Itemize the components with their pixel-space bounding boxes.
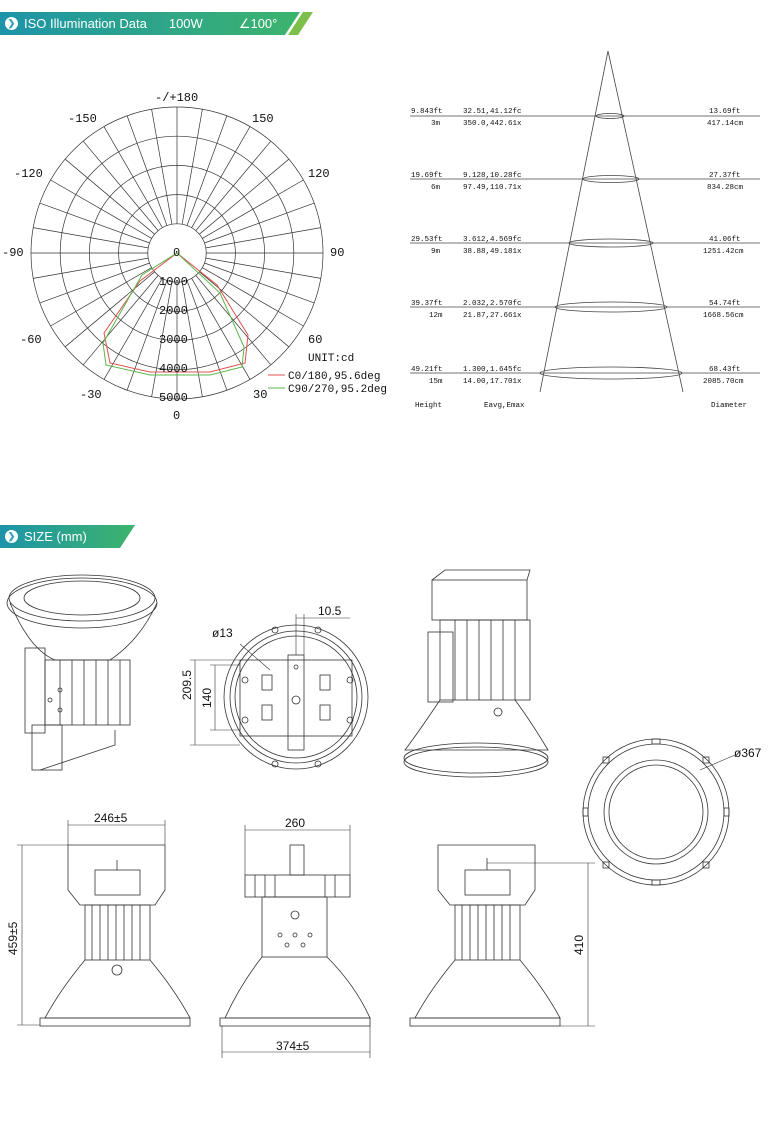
cone-row-1-height-ft: 9.843ft: [411, 108, 443, 116]
polar-spoke: [196, 141, 271, 230]
size-banner-title: SIZE (mm): [24, 529, 87, 544]
angle-label-p150: 150: [252, 112, 274, 126]
angle-label-0: 0: [173, 409, 181, 423]
polar-spoke: [204, 203, 314, 243]
polar-spoke: [40, 263, 150, 303]
cone-row-5-fc: 1.300,1.645fc: [463, 366, 522, 374]
bottom-ring-view: [583, 739, 735, 885]
cone-row-1-diam-ft: 13.69ft: [709, 108, 741, 116]
polar-spoke: [51, 180, 152, 238]
polar-spoke: [196, 275, 271, 364]
cone-row-2-lx: 97.49,110.71x: [463, 184, 522, 192]
angle-label-p30: 30: [253, 388, 268, 402]
iso-view-front-left: [7, 575, 157, 770]
dim-374: 374±5: [276, 1039, 310, 1053]
iso-illumination-banner: [0, 12, 293, 35]
cone-row-5-height-m: 15m: [429, 378, 443, 386]
unit-label: UNIT:cd: [308, 353, 355, 365]
polar-intensity-diagram: [0, 85, 400, 430]
cone-row-5-lx: 14.00,17.701x: [463, 378, 522, 386]
polar-spoke: [202, 268, 303, 326]
side-view-1-dimensions: [17, 820, 165, 1025]
polar-spoke: [104, 127, 162, 228]
polar-spoke: [33, 228, 148, 248]
radial-label-1000: 1000: [159, 275, 188, 289]
polar-spoke: [199, 159, 288, 234]
banner-angle: ∠100°: [238, 15, 278, 31]
cone-row-4-height-m: 12m: [429, 312, 443, 320]
radial-label-5000: 5000: [159, 391, 188, 405]
polar-spoke: [104, 278, 162, 379]
dim-140: 140: [200, 687, 214, 708]
chevron-right-icon: ❯: [5, 17, 18, 30]
cone-row-3-fc: 3.612,4.569fc: [463, 236, 522, 244]
angle-label-180: -/+180: [155, 91, 199, 105]
cone-row-3-diam-cm: 1251.42cm: [703, 248, 744, 256]
radial-label-3000: 3000: [159, 333, 188, 347]
polar-spoke: [127, 116, 167, 226]
cone-row-5-diam-cm: 2085.70cm: [703, 378, 744, 386]
dim-hole-13: ø13: [212, 626, 233, 640]
cone-footer-height: Height: [415, 402, 443, 410]
radial-label-0: 0: [173, 246, 181, 260]
polar-spoke: [40, 203, 150, 243]
chevron-right-icon: ❯: [5, 530, 18, 543]
angle-label-p90: 90: [330, 246, 345, 260]
polar-spoke: [83, 141, 158, 230]
cone-left-edge: [540, 51, 608, 392]
polar-spoke: [182, 109, 202, 224]
legend-c90: C90/270,95.2deg: [288, 384, 388, 396]
angle-label-m90: -90: [2, 246, 24, 260]
cone-illuminance-diagram: [405, 45, 770, 415]
dim-410: 410: [572, 934, 586, 955]
angle-label-m60: -60: [20, 333, 42, 347]
iso-view-back-right: [404, 570, 548, 777]
cone-row-4-diam-ft: 54.74ft: [709, 300, 741, 308]
size-drawings: [0, 560, 770, 1130]
side-view-2-dimensions: [222, 825, 370, 1058]
angle-label-m30: -30: [80, 388, 102, 402]
cone-row-4-diam-cm: 1668.56cm: [703, 312, 744, 320]
cone-row-1-lx: 350.0,442.61x: [463, 120, 522, 128]
size-banner: [0, 525, 87, 548]
polar-spoke: [192, 127, 250, 228]
side-view-1: [40, 845, 190, 1026]
polar-spoke: [204, 263, 314, 303]
cone-row-2-height-ft: 19.69ft: [411, 172, 443, 180]
radial-label-2000: 2000: [159, 304, 188, 318]
cone-row-2-diam-ft: 27.37ft: [709, 172, 741, 180]
angle-label-p120: 120: [308, 167, 330, 181]
cone-row-1-diam-cm: 417.14cm: [707, 120, 744, 128]
angle-label-p60: 60: [308, 333, 323, 347]
polar-spoke: [152, 109, 172, 224]
dim-diameter-367: ø367: [734, 746, 762, 760]
cone-row-4-lx: 21.87,27.661x: [463, 312, 522, 320]
polar-spoke: [206, 258, 321, 278]
polar-spoke: [83, 275, 158, 364]
dim-10-5: 10.5: [318, 604, 342, 618]
polar-spoke: [65, 159, 154, 234]
cone-row-4-fc: 2.032,2.570fc: [463, 300, 522, 308]
polar-spoke: [33, 258, 148, 278]
cone-right-edge: [608, 51, 683, 392]
legend-c0: C0/180,95.6deg: [288, 371, 381, 383]
cone-row-2-diam-cm: 834.28cm: [707, 184, 744, 192]
radial-label-4000: 4000: [159, 362, 188, 376]
cone-row-5-diam-ft: 68.43ft: [709, 366, 741, 374]
cone-row-2-height-m: 6m: [431, 184, 441, 192]
dim-459: 459±5: [6, 921, 20, 955]
cone-row-3-height-m: 9m: [431, 248, 441, 256]
polar-spoke: [65, 272, 154, 347]
angle-label-m120: -120: [14, 167, 43, 181]
polar-spoke: [206, 228, 321, 248]
polar-spoke: [187, 280, 227, 390]
banner-power: 100W: [168, 16, 203, 31]
angle-label-m150: -150: [68, 112, 97, 126]
cone-row-2-fc: 9.128,10.28fc: [463, 172, 522, 180]
dim-209-5: 209.5: [180, 669, 194, 700]
dim-246: 246±5: [94, 811, 128, 825]
cone-row-4-height-ft: 39.37ft: [411, 300, 443, 308]
cone-row-3-lx: 38.88,49.181x: [463, 248, 522, 256]
cone-row-1-fc: 32.51,41.12fc: [463, 108, 522, 116]
side-view-2: [220, 845, 370, 1026]
cone-footer-diameter: Diameter: [711, 402, 748, 410]
cone-row-5-height-ft: 49.21ft: [411, 366, 443, 374]
polar-spoke: [202, 180, 303, 238]
cone-row-3-diam-ft: 41.06ft: [709, 236, 741, 244]
cone-footer-eavg: Eavg,Emax: [484, 402, 525, 410]
cone-row-1-height-m: 3m: [431, 120, 441, 128]
polar-spoke: [51, 268, 152, 326]
dim-260: 260: [285, 816, 306, 830]
polar-spoke: [187, 116, 227, 226]
polar-spoke: [199, 272, 288, 347]
side-view-3: [410, 845, 560, 1026]
cone-row-3-height-ft: 29.53ft: [411, 236, 443, 244]
banner-title: ISO Illumination Data: [24, 16, 147, 31]
